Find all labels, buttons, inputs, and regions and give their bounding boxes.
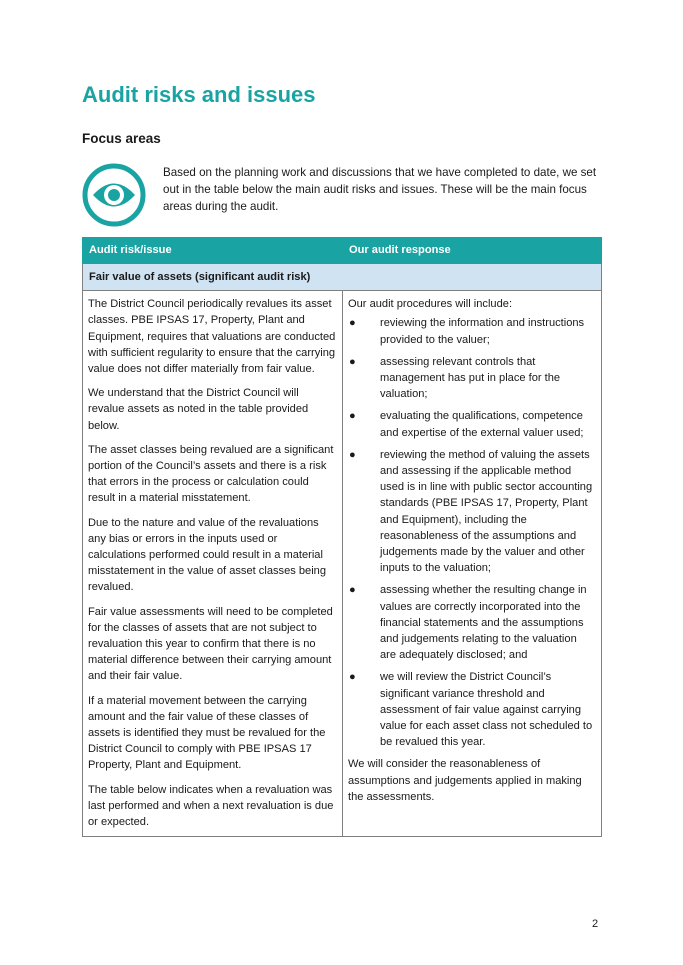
intro-text: Based on the planning work and discussions that we have completed to date, we set out in the table below the main audit risks and issues. These will be the main focus areas during the audit.	[163, 166, 597, 213]
risk-cell	[83, 291, 343, 837]
header-audit-response: Our audit response	[343, 238, 602, 264]
bullet-icon: ●	[349, 355, 356, 368]
response-list	[348, 315, 595, 750]
risk-paragraph: If a material movement between the carrying amount and the fair value of these classes of assets is identified they must be revalued for the District Council to comply with PBE IPSAS 17 Property, Plant and Equipment.	[88, 694, 326, 772]
page-number: 2	[592, 918, 599, 930]
header-audit-risk: Audit risk/issue	[83, 238, 343, 264]
risk-paragraph: The asset classes being revalued are a significant portion of the Council’s assets and there is a risk that errors in the process or calculation could result in a material misstatement.	[88, 443, 334, 505]
list-item-text: assessing whether the resulting change in values are correctly incorporated into the financial statements and the assumptions and judgements relating to the valuation are adequately disclosed; and	[380, 584, 587, 662]
response-cell	[343, 291, 602, 837]
bullet-icon: ●	[349, 317, 356, 330]
list-item	[348, 408, 595, 440]
list-item	[348, 669, 595, 750]
bullet-icon: ●	[349, 584, 356, 597]
bullet-icon: ●	[349, 671, 356, 684]
list-item-text: reviewing the method of valuing the assets and assessing if the applicable method used is in line with public sector accounting standards (PBE IPSAS 17, Property, Plant and Equipment), including the reasonableness of the assumptions and judgements made by the valuer and other inputs to the valuation;	[380, 448, 593, 575]
risk-paragraph: Fair value assessments will need to be completed for the classes of assets that are not subject to revaluation this year to confirm that there is no material difference between their carrying amount and their fair value.	[88, 605, 333, 683]
list-item	[348, 447, 595, 577]
risk-paragraph: The District Council periodically revalues its asset classes. PBE IPSAS 17, Property, Plant and Equipment, requires that valuations are conducted with sufficient regularity to ensure that the carrying value does not differ materially from fair value.	[88, 298, 336, 376]
list-item-text: assessing relevant controls that management has put in place for the valuation;	[380, 355, 561, 401]
list-item-text: evaluating the qualifications, competence and expertise of the external valuer used;	[380, 410, 584, 439]
section-heading: Focus areas	[82, 131, 161, 146]
response-lead: Our audit procedures will include:	[348, 298, 513, 311]
bullet-icon: ●	[349, 410, 356, 423]
list-item-text: reviewing the information and instructions provided to the valuer;	[380, 317, 585, 346]
list-item	[348, 582, 595, 663]
eye-icon	[82, 163, 146, 227]
response-tail: We will consider the reasonableness of assumptions and judgements applied in making the assessments.	[348, 758, 582, 803]
page-title: Audit risks and issues	[82, 82, 316, 107]
audit-risk-table	[82, 237, 602, 837]
bullet-icon: ●	[349, 448, 356, 461]
list-item	[348, 354, 595, 403]
risk-paragraph: The table below indicates when a revaluation was last performed and when a next revaluation is due or expected.	[88, 783, 334, 829]
list-item	[348, 315, 595, 347]
risk-paragraph: We understand that the District Council will revalue assets as noted in the table provided below.	[88, 387, 309, 432]
risk-paragraph: Due to the nature and value of the revaluations any bias or errors in the inputs used or calculations performed could result in a material misstatement in the value of asset classes being revalued.	[88, 516, 327, 594]
list-item-text: we will review the District Council’s significant variance threshold and assessment of fair value against carrying value for each asset class not scheduled to be revalued this year.	[380, 671, 593, 749]
section-row-title: Fair value of assets (significant audit risk)	[83, 264, 602, 291]
